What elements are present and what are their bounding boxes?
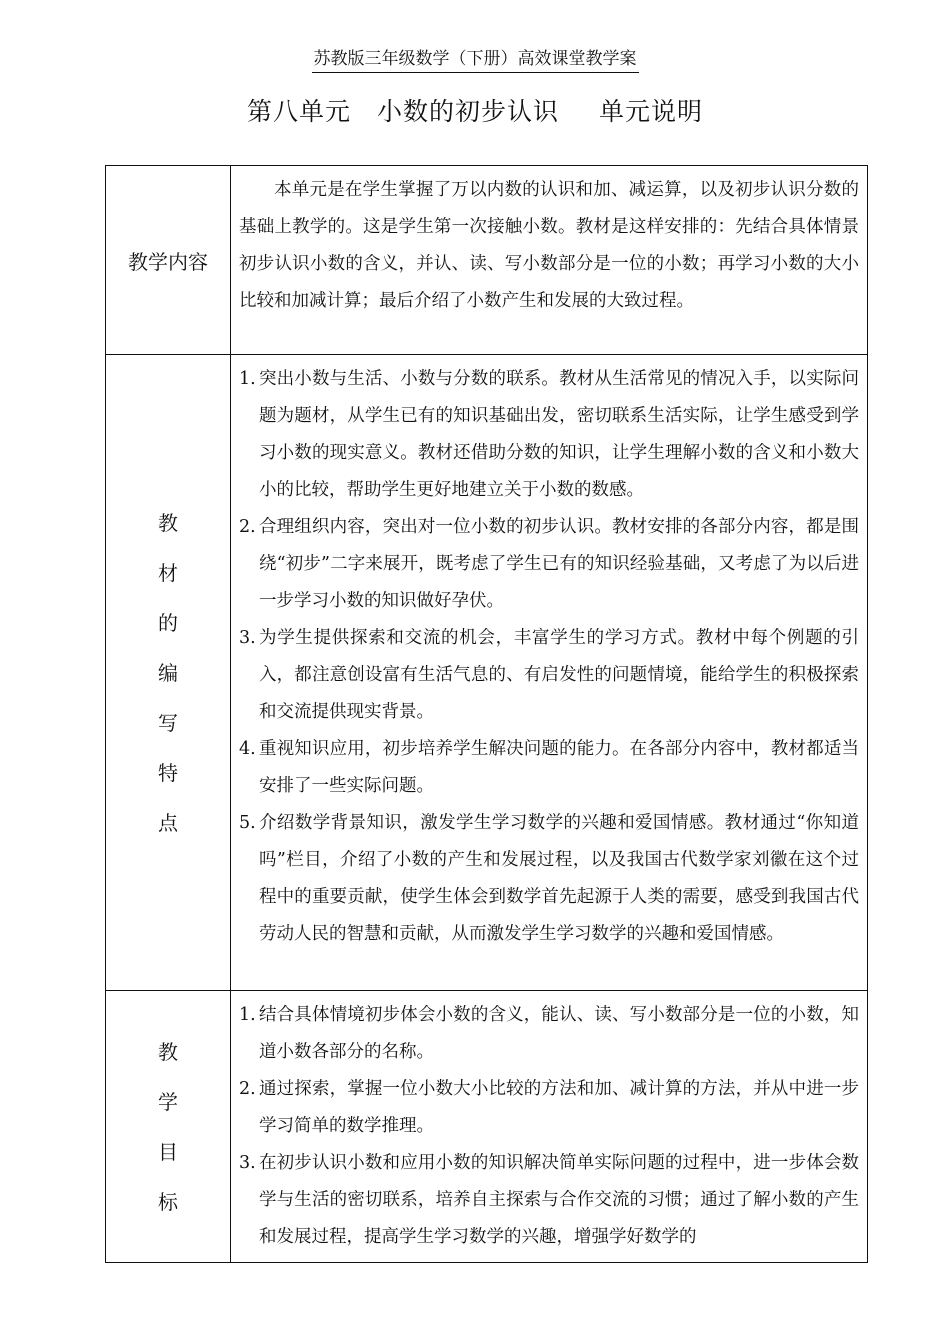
item-text: 在初步认识小数和应用小数的知识解决简单实际问题的过程中，进一步体会数学与生活的密切联系，培养自主探索与合作交流的习惯；通过了解小数的产生和发展过程，提高学生学习数学的兴趣，增强学好数学的 — [259, 1153, 859, 1247]
label-char: 教 — [158, 510, 178, 535]
goals-list — [239, 997, 859, 1256]
row-goals — [106, 991, 868, 1263]
header-text: 苏教版三年级数学（下册）高效课堂教学案 — [312, 49, 639, 73]
item-number: 3. — [239, 628, 256, 648]
features-label-vertical — [107, 498, 229, 848]
list-item — [239, 997, 859, 1071]
features-list — [239, 361, 859, 953]
cell-goals — [231, 991, 868, 1263]
list-item — [239, 1145, 859, 1256]
label-char: 目 — [158, 1139, 178, 1164]
label-char: 写 — [158, 710, 178, 735]
row-teaching-content — [106, 166, 868, 355]
item-text: 结合具体情境初步体会小数的含义，能认、读、写小数部分是一位的小数，知道小数各部分的名称。 — [259, 1005, 859, 1062]
cell-features — [231, 355, 868, 991]
label-char: 学 — [158, 1089, 178, 1114]
label-char: 的 — [158, 610, 178, 635]
list-item — [239, 731, 859, 805]
page-header — [0, 44, 950, 69]
goals-label-vertical — [107, 1027, 229, 1227]
list-item — [239, 805, 859, 953]
item-number: 2. — [239, 1079, 256, 1099]
label-char: 标 — [158, 1189, 178, 1214]
item-number: 5. — [239, 813, 256, 833]
item-number: 1. — [239, 369, 256, 389]
item-number: 1. — [239, 1005, 256, 1025]
unit-table — [105, 165, 868, 1263]
item-text: 合理组织内容，突出对一位小数的初步认识。教材安排的各部分内容，都是围绕“初步”二字来展开，既考虑了学生已有的知识经验基础，又考虑了为以后进一步学习小数的知识做好孕伏。 — [259, 517, 859, 611]
title-kind: 单元说明 — [599, 97, 704, 126]
label-teaching-content: 教学内容 — [106, 166, 231, 355]
row-features — [106, 355, 868, 991]
item-text: 重视知识应用，初步培养学生解决问题的能力。在各部分内容中，教材都适当安排了一些实际问题。 — [259, 739, 859, 796]
title-unit: 第八单元 — [246, 97, 351, 126]
label-char: 编 — [158, 660, 178, 685]
label-char: 特 — [158, 760, 178, 785]
list-item — [239, 361, 859, 509]
label-goals — [106, 991, 231, 1263]
item-text: 突出小数与生活、小数与分数的联系。教材从生活常见的情况入手，以实际问题为题材，从学生已有的知识基础出发，密切联系生活实际，让学生感受到学习小数的现实意义。教材还借助分数的知识，让学生理解小数的含义和小数大小的比较，帮助学生更好地建立关于小数的数感。 — [259, 369, 859, 500]
label-char: 材 — [158, 560, 178, 585]
list-item — [239, 1071, 859, 1145]
title-topic: 小数的初步认识 — [376, 97, 559, 126]
list-item — [239, 620, 859, 731]
item-number: 4. — [239, 739, 256, 759]
item-number: 2. — [239, 517, 256, 537]
label-features — [106, 355, 231, 991]
teaching-content-text: 本单元是在学生掌握了万以内数的认识和加、减运算，以及初步认识分数的基础上教学的。这是学生第一次接触小数。教材是这样安排的：先结合具体情景初步认识小数的含义，并认、读、写小数部分是一位的小数；再学习小数的大小比较和加减计算；最后介绍了小数产生和发展的大致过程。 — [239, 180, 859, 311]
item-text: 通过探索，掌握一位小数大小比较的方法和加、减计算的方法，并从中进一步学习简单的数学推理。 — [259, 1079, 859, 1136]
list-item — [239, 509, 859, 620]
item-text: 介绍数学背景知识，激发学生学习数学的兴趣和爱国情感。教材通过“你知道吗”栏目，介绍了小数的产生和发展过程，以及我国古代数学家刘徽在这个过程中的重要贡献，使学生体会到数学首先起源于人类的需要，感受到我国古代劳动人民的智慧和贡献，从而激发学生学习数学的兴趣和爱国情感。 — [259, 813, 859, 944]
label-char: 点 — [158, 810, 178, 835]
item-text: 为学生提供探索和交流的机会，丰富学生的学习方式。教材中每个例题的引入，都注意创设富有生活气息的、有启发性的问题情境，能给学生的积极探索和交流提供现实背景。 — [259, 628, 859, 722]
cell-teaching-content — [231, 166, 868, 355]
page-title — [0, 92, 950, 128]
item-number: 3. — [239, 1153, 256, 1173]
label-char: 教 — [158, 1039, 178, 1064]
